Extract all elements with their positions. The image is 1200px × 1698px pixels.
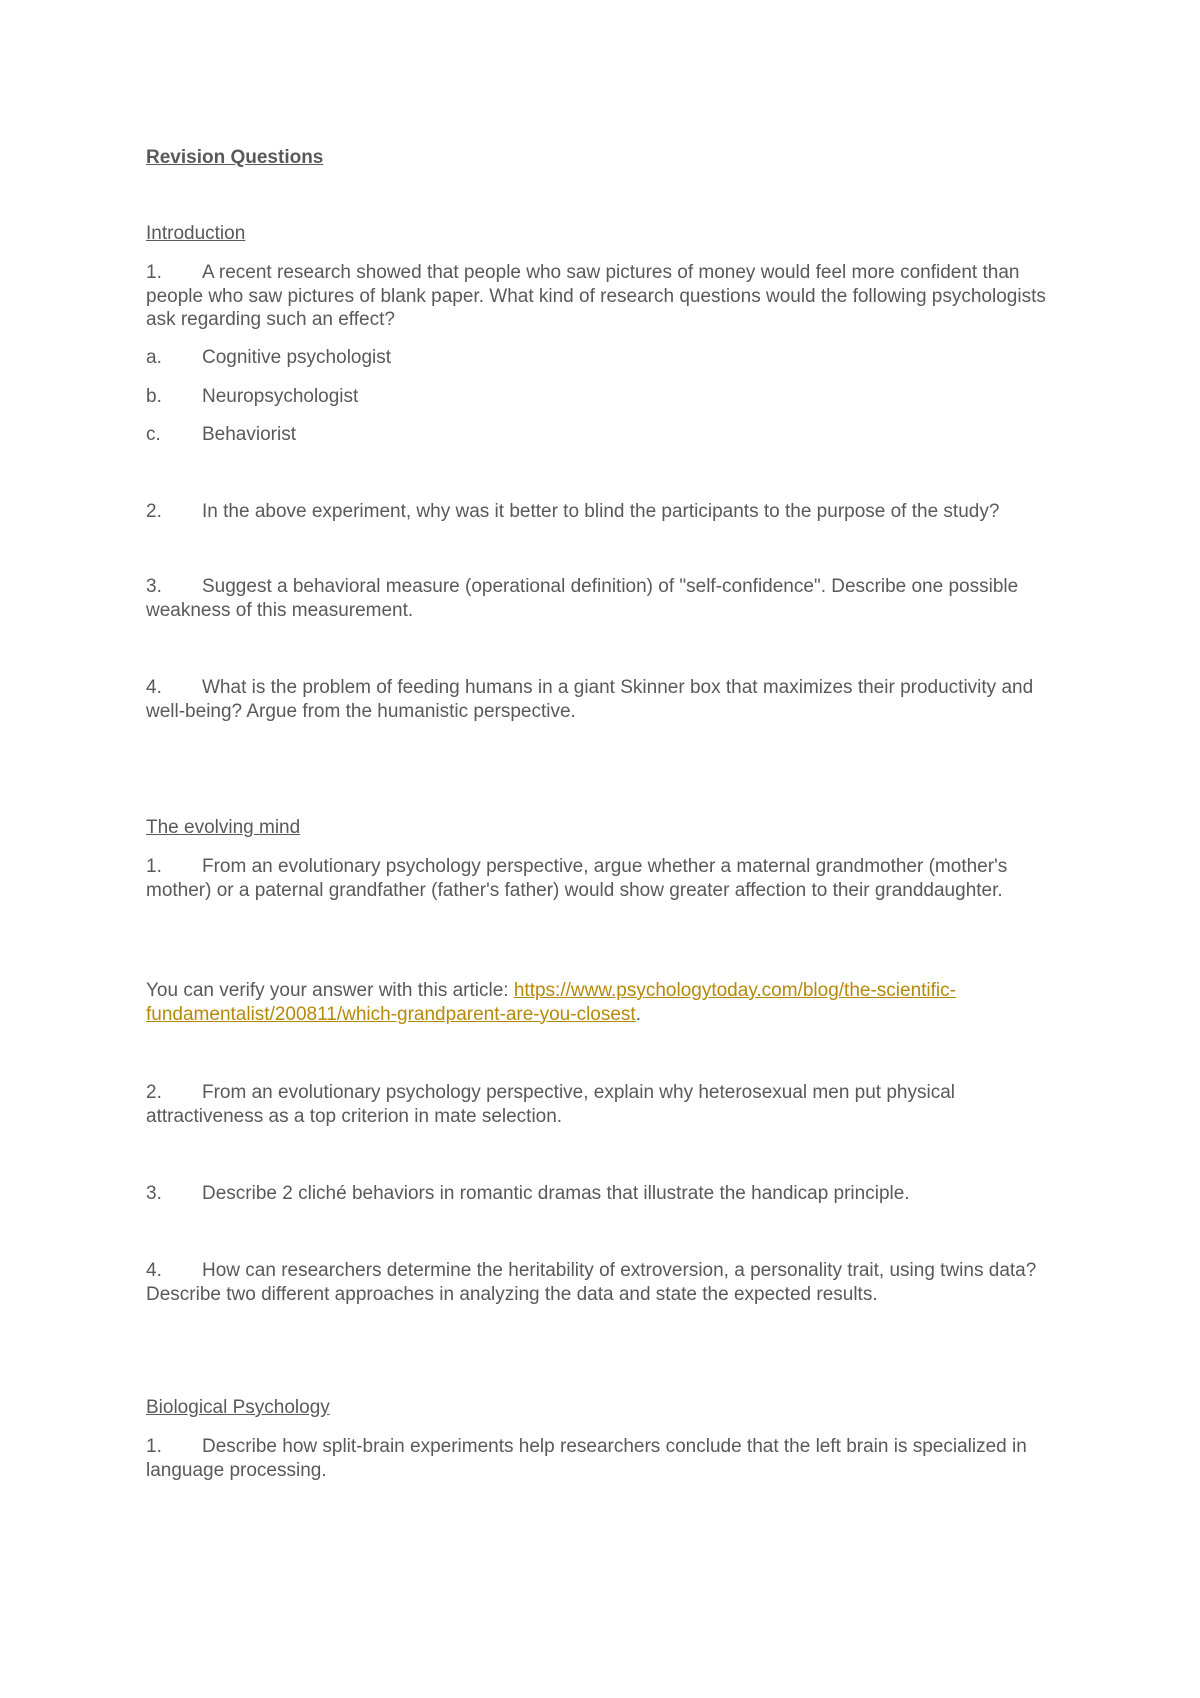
question-text: In the above experiment, why was it better to blind the participants to the purpose of the study?: [202, 501, 1000, 522]
verify-suffix: .: [635, 1003, 641, 1025]
intro-question-3: [146, 575, 1060, 622]
document-page: [146, 0, 1060, 1698]
question-number: 2.: [146, 501, 162, 522]
question-number: 1.: [146, 856, 162, 877]
verify-paragraph: [146, 979, 1060, 1026]
question-number: 4.: [146, 1260, 162, 1281]
section-heading-introduction: Introduction: [146, 223, 246, 244]
evolving-question-3: [146, 1182, 1060, 1206]
bio-question-1: [146, 1435, 1060, 1482]
sub-item-letter: a.: [146, 347, 162, 368]
intro-question-2: [146, 500, 1060, 524]
verify-prefix: You can verify your answer with this article:: [146, 980, 514, 1001]
question-text: What is the problem of feeding humans in a giant Skinner box that maximizes their productivity and well-being? Argue from the humanistic perspective.: [146, 677, 1034, 722]
evolving-question-4: [146, 1259, 1060, 1306]
question-text: Describe 2 cliché behaviors in romantic dramas that illustrate the handicap principle.: [202, 1183, 910, 1204]
sub-item-letter: c.: [146, 424, 161, 445]
sub-item-text: Behaviorist: [202, 424, 296, 445]
article-link[interactable]: https://www.psychologytoday.com/blog/the-scientific-fundamentalist/200811/which-grandparent-are-you-closest: [146, 980, 956, 1025]
question-text: From an evolutionary psychology perspective, explain why heterosexual men put physical attractiveness as a top criterion in mate selection.: [146, 1082, 956, 1127]
sub-item-text: Cognitive psychologist: [202, 347, 392, 368]
evolving-question-2: [146, 1081, 1060, 1128]
sub-item-letter: b.: [146, 386, 162, 407]
section-heading-evolving-mind: The evolving mind: [146, 817, 301, 838]
question-text: Describe how split-brain experiments help researchers conclude that the left brain is specialized in language processing.: [146, 1436, 1027, 1481]
question-number: 2.: [146, 1082, 162, 1103]
question-number: 3.: [146, 576, 162, 597]
question-text: Suggest a behavioral measure (operational definition) of "self-confidence". Describe one possible weakness of this measurement.: [146, 576, 1019, 621]
question-number: 1.: [146, 1436, 162, 1457]
intro-question-4: [146, 676, 1060, 723]
document-title: Revision Questions: [146, 147, 324, 168]
intro-sub-item-c: [146, 423, 1060, 447]
section-heading-biological-psychology: Biological Psychology: [146, 1397, 330, 1418]
question-number: 3.: [146, 1183, 162, 1204]
sub-item-text: Neuropsychologist: [202, 386, 359, 407]
question-text: A recent research showed that people who saw pictures of money would feel more confident than people who saw pictures of blank paper. What kind of research questions would the following psychologists ask regarding such an effect?: [146, 262, 1046, 330]
intro-question-1: [146, 261, 1060, 332]
question-number: 4.: [146, 677, 162, 698]
intro-sub-item-b: [146, 385, 1060, 409]
question-number: 1.: [146, 262, 162, 283]
evolving-question-1: [146, 855, 1060, 902]
question-text: How can researchers determine the heritability of extroversion, a personality trait, using twins data? Describe two different approaches in analyzing the data and state the expected results.: [146, 1260, 1037, 1305]
question-text: From an evolutionary psychology perspective, argue whether a maternal grandmother (mother's mother) or a paternal grandfather (father's father) would show greater affection to their granddaughter.: [146, 856, 1008, 901]
intro-sub-item-a: [146, 346, 1060, 370]
